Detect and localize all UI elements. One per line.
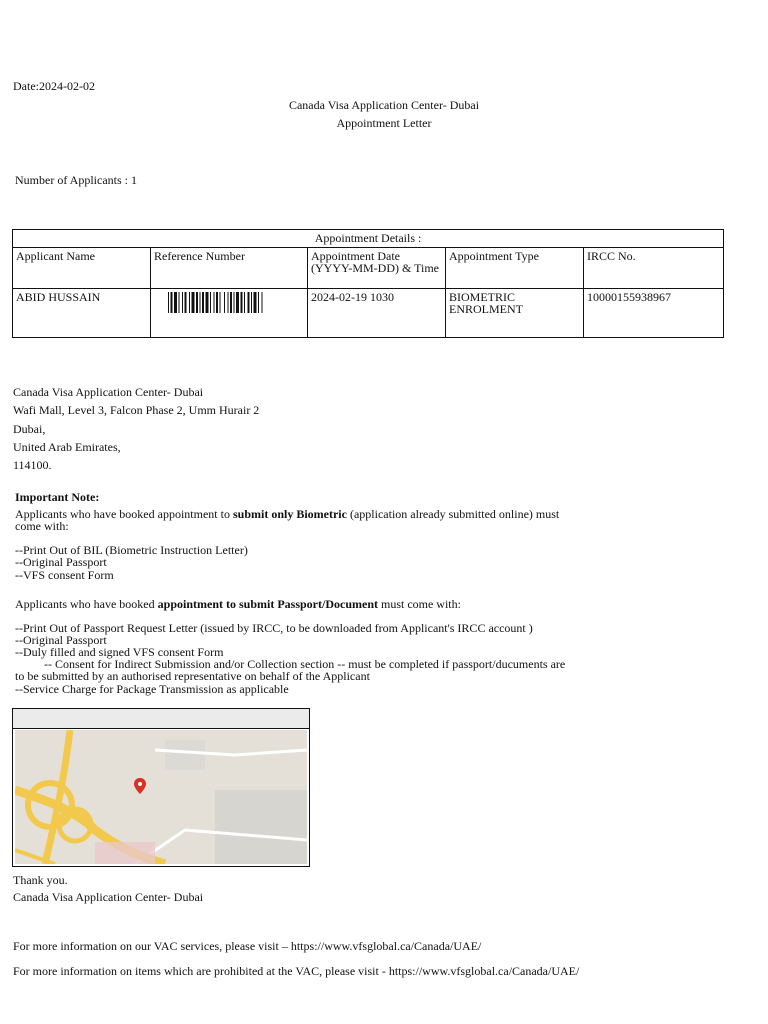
- list-item: -- Consent for Indirect Submission and/or Collection section -- must be completed if passport/ducuments are: [44, 657, 566, 671]
- note-heading: Important Note:: [15, 490, 100, 504]
- header-applicant-name: Applicant Name: [13, 248, 151, 289]
- address-line: Dubai,: [13, 422, 46, 436]
- address-line: 114100.: [13, 458, 52, 472]
- list-item: --Original Passport: [15, 555, 107, 569]
- barcode-bar: [206, 292, 209, 313]
- barcode-bar: [202, 292, 204, 313]
- barcode-bar: [189, 292, 190, 313]
- table-row: [13, 289, 724, 338]
- footer-info-prohibited: For more information on items which are prohibited at the VAC, please visit - https://www.vfsglobal.ca/Canada/UAE/: [13, 964, 580, 978]
- barcode-bar: [216, 292, 218, 313]
- closing-signature: Canada Visa Application Center- Dubai: [13, 890, 204, 904]
- note-paragraph-1-cont: come with:: [15, 519, 69, 533]
- barcode-bar: [244, 292, 245, 313]
- barcode-bar: [220, 292, 221, 313]
- barcode-bar: [262, 292, 263, 313]
- cell-ircc-no: 10000155938967: [584, 289, 724, 338]
- barcode-bar: [214, 292, 215, 313]
- header-ircc-no: IRCC No.: [584, 248, 724, 289]
- header-reference-number: Reference Number: [151, 248, 308, 289]
- address-line: United Arab Emirates,: [13, 440, 121, 454]
- address-line: Canada Visa Application Center- Dubai: [13, 385, 204, 399]
- barcode-bar: [210, 292, 211, 313]
- barcode-bar: [171, 292, 173, 313]
- barcode-bar: [174, 292, 177, 313]
- location-map: [15, 730, 307, 864]
- list-item: --Original Passport: [15, 633, 107, 647]
- barcode-bar: [236, 292, 239, 313]
- list-item: --Duly filled and signed VFS consent Form: [15, 645, 224, 659]
- barcode-bar: [251, 292, 252, 313]
- letter-date: Date:2024-02-02: [13, 79, 95, 93]
- closing-thanks: Thank you.: [13, 873, 68, 887]
- letter-subtitle: Appointment Letter: [336, 116, 432, 130]
- barcode-bar: [230, 292, 232, 313]
- map-header-bar: [13, 709, 309, 729]
- cell-reference-number: [151, 289, 308, 338]
- map-block: [165, 740, 205, 770]
- address-line: Wafi Mall, Level 3, Falcon Phase 2, Umm Hurair 2: [13, 403, 260, 417]
- barcode-bar: [254, 292, 257, 313]
- list-item: --VFS consent Form: [15, 568, 114, 582]
- note-paragraph-1: Applicants who have booked appointment to submit only Biometric (application already submitted online) must: [15, 507, 560, 521]
- list-item: --Print Out of Passport Request Letter (issued by IRCC, to be downloaded from Applicant's IRCC account ): [15, 621, 533, 635]
- barcode-image: [168, 292, 330, 313]
- location-map-box: [12, 708, 310, 867]
- cell-appointment-type: BIOMETRIC ENROLMENT: [446, 289, 584, 338]
- barcode-bar: [192, 292, 195, 313]
- header-appointment-date: Appointment Date (YYYY-MM-DD) & Time: [308, 248, 446, 289]
- cell-appointment-date: 2024-02-19 1030: [308, 289, 446, 338]
- cell-applicant-name: ABID HUSSAIN: [13, 289, 151, 338]
- list-item: --Print Out of BIL (Biometric Instruction Letter): [15, 543, 248, 557]
- header-appointment-type: Appointment Type: [446, 248, 584, 289]
- barcode-bar: [182, 292, 183, 313]
- map-area: [95, 842, 155, 864]
- barcode-bar: [185, 292, 187, 313]
- list-item-cont: to be submitted by an authorised representative on behalf of the Applicant: [15, 669, 370, 683]
- note-paragraph-2: Applicants who have booked appointment to submit Passport/Document must come with:: [15, 597, 461, 611]
- applicant-count: Number of Applicants : 1: [15, 173, 137, 187]
- barcode-bar: [241, 292, 243, 313]
- barcode-bar: [234, 292, 235, 313]
- appointment-table: [12, 229, 724, 338]
- list-item: --Service Charge for Package Transmission as applicable: [15, 682, 289, 696]
- barcode-bar: [248, 292, 250, 313]
- barcode-bar: [168, 292, 169, 313]
- barcode-bar: [179, 292, 180, 313]
- footer-info-services: For more information on our VAC services, please visit – https://www.vfsglobal.ca/Canada/UAE/: [13, 939, 482, 953]
- letter-title: Canada Visa Application Center- Dubai: [288, 98, 480, 112]
- barcode-bar: [224, 292, 225, 313]
- barcode-bar: [196, 292, 198, 313]
- table-caption: Appointment Details :: [13, 230, 724, 248]
- barcode-bar: [228, 292, 229, 313]
- map-block: [215, 790, 307, 864]
- barcode-bar: [258, 292, 259, 313]
- barcode-bar: [200, 292, 201, 313]
